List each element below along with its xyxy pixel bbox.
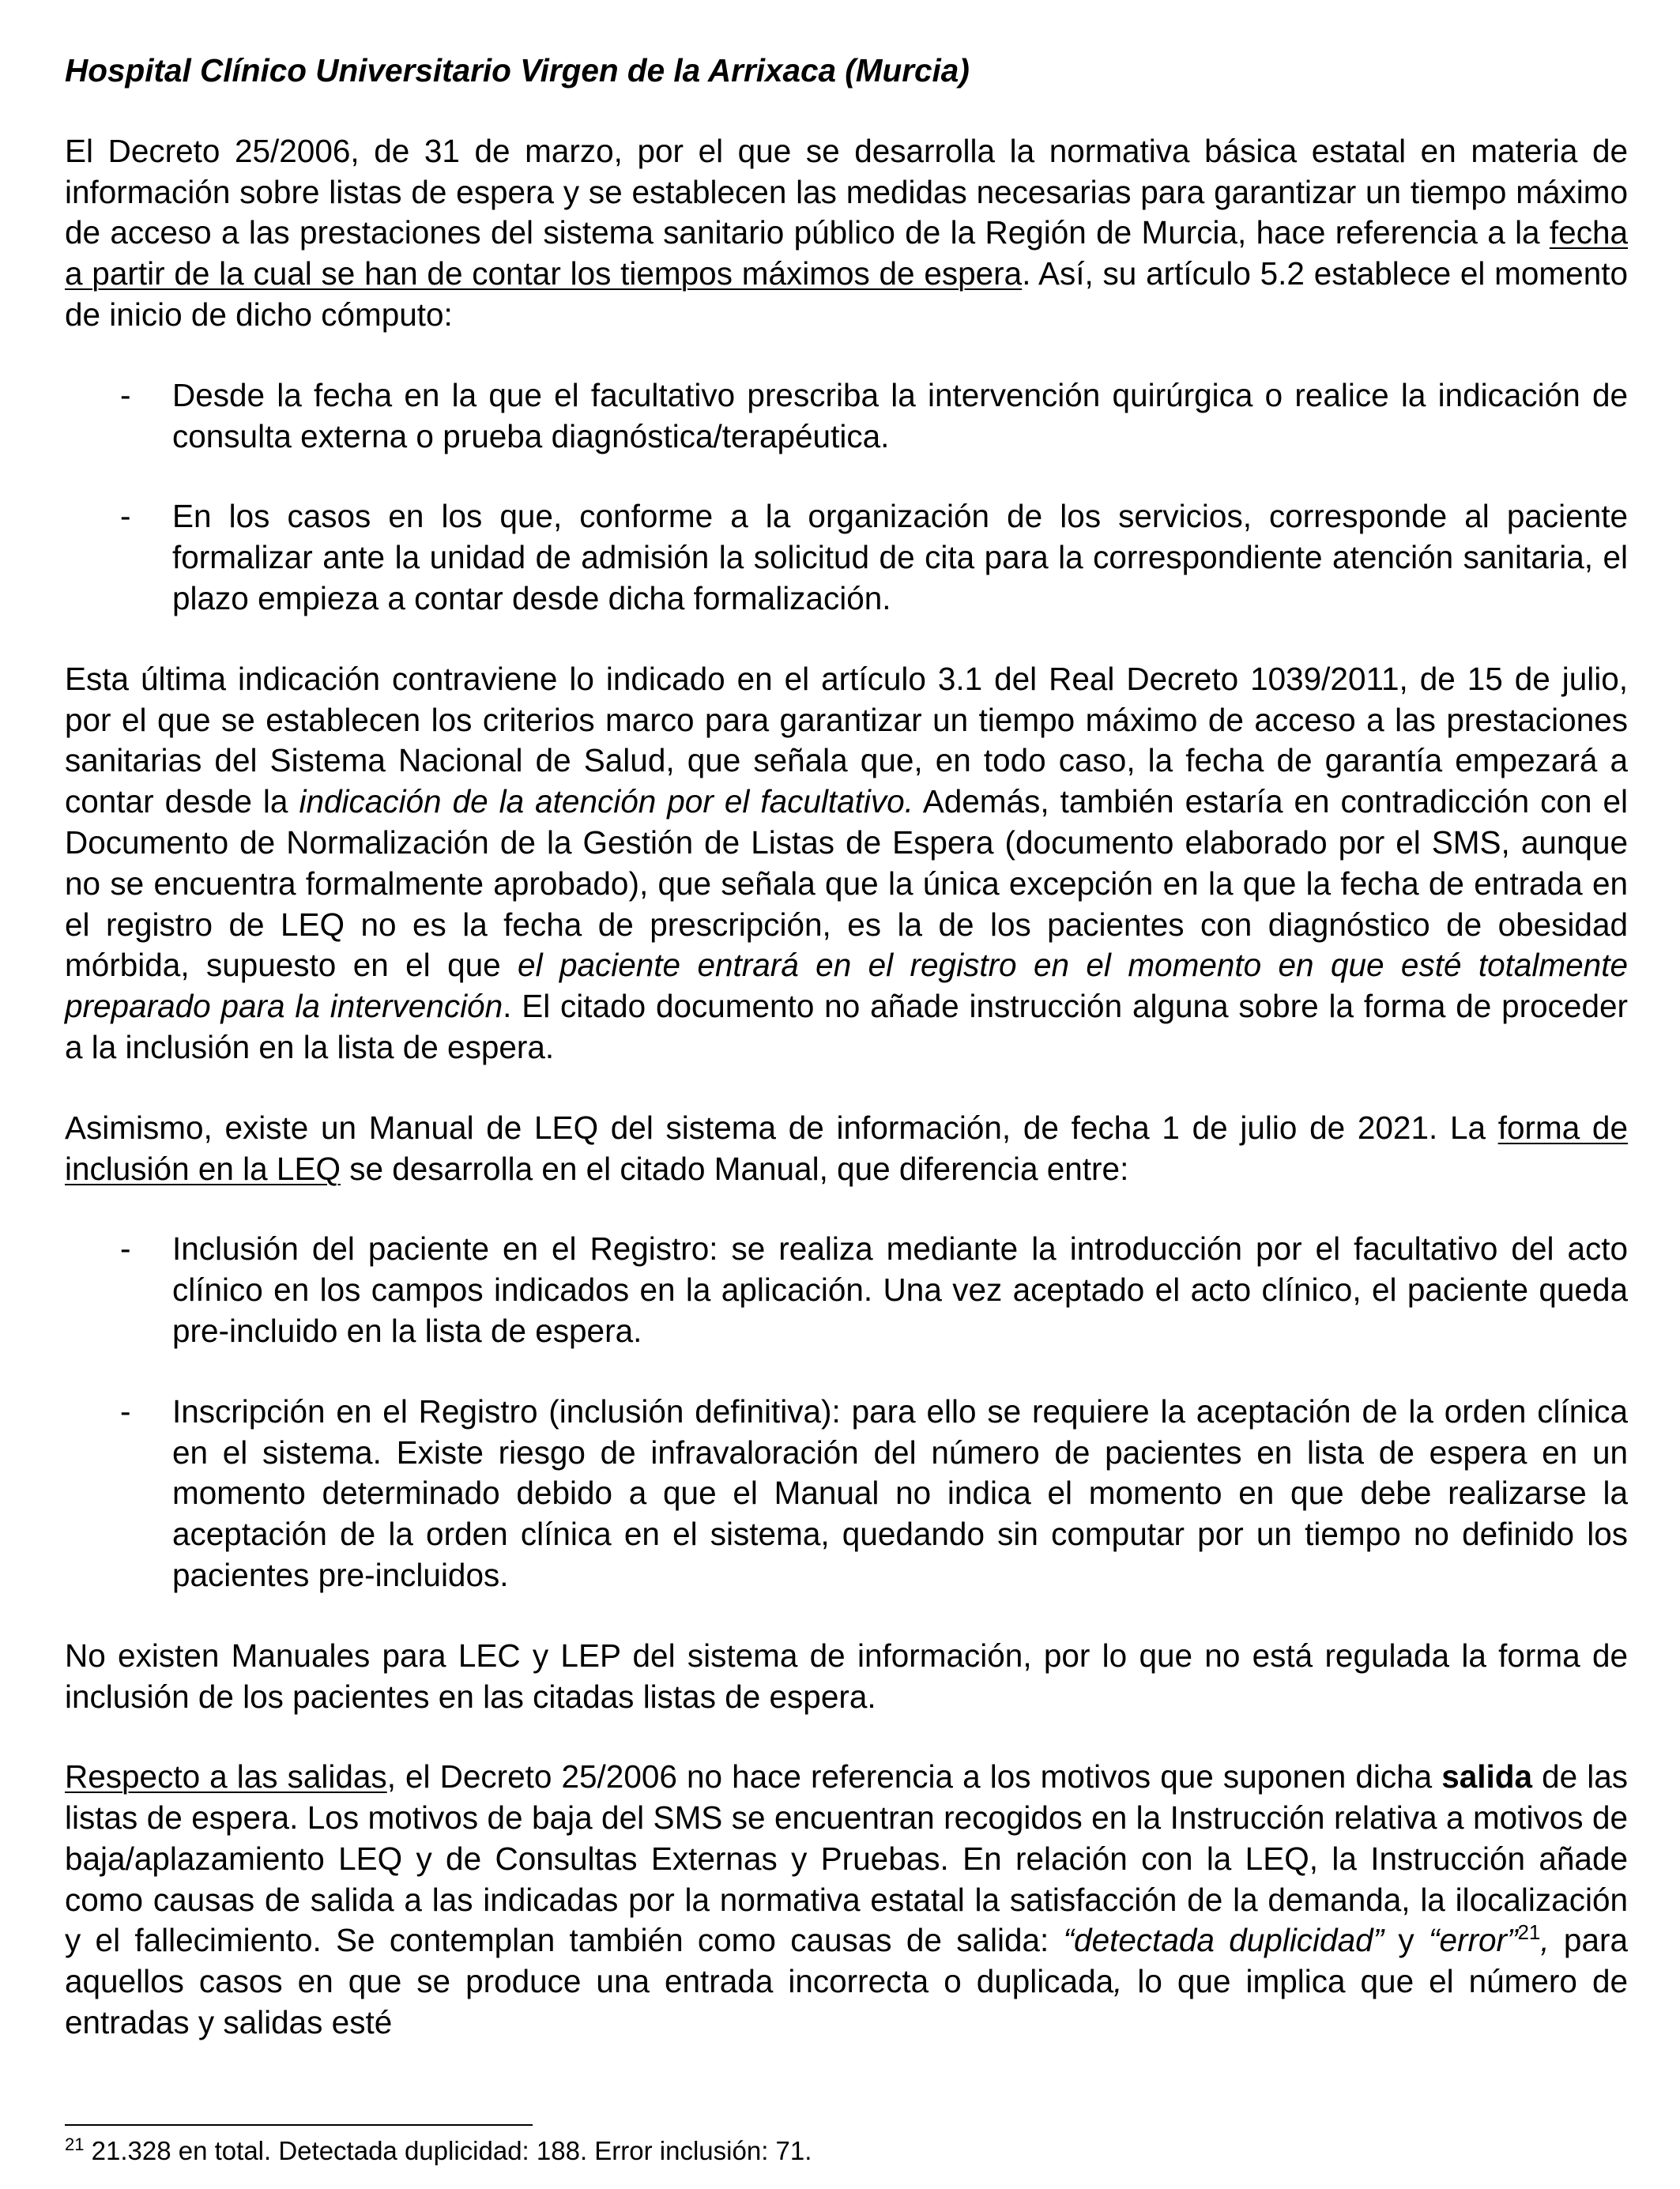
text-run: . El citado documento no añade instrucción alguna sobre la forma de proceder a la inclusión en la lista de espera. <box>65 988 1628 1065</box>
paragraph-lec-lep: No existen Manuales para LEC y LEP del sistema de información, por lo que no está regulada la forma de inclusión de los pacientes en las citadas listas de espera. <box>65 1637 1628 1715</box>
italic-phrase: indicación de la atención por el facultativo. <box>299 783 913 820</box>
paragraph-salidas <box>65 1757 1628 2044</box>
paragraph-real-decreto <box>65 659 1628 1068</box>
list-item <box>65 375 1628 458</box>
list-item-text: En los casos en los que, conforme a la organización de los servicios, corresponde al paciente formalizar ante la unidad de admisión la solicitud de cita para la correspondiente atención sanitaria, el plazo empieza a contar desde dicha formalización. <box>172 498 1628 616</box>
footnote-separator <box>65 2124 533 2126</box>
text-run: , el Decreto 25/2006 no hace referencia a los motivos que suponen dicha <box>386 1758 1442 1795</box>
footnote <box>65 2134 1628 2168</box>
italic-phrase: “detectada duplicidad” <box>1063 1922 1384 1959</box>
list-item-text: Inclusión del paciente en el Registro: se realiza mediante la introducción por el facultativo del acto clínico en los campos indicados en la aplicación. Una vez aceptado el acto clínico, el paciente queda pre-incluido en la lista de espera. <box>172 1230 1628 1349</box>
footnote-reference[interactable]: 21 <box>1517 1920 1541 1945</box>
text-run: lo que implica que el número de entradas y salidas esté <box>65 1963 1628 2041</box>
text-run: se desarrolla en el citado Manual, que diferencia entre: <box>340 1150 1129 1187</box>
dash-bullet: - <box>120 1230 131 1268</box>
document-heading: Hospital Clínico Universitario Virgen de la Arrixaca (Murcia) <box>65 52 970 89</box>
italic-comma: , <box>1540 1922 1550 1959</box>
text-run: para aquellos casos en que se produce una entrada incorrecta o duplicada <box>65 1922 1628 2000</box>
dash-bullet: - <box>120 498 131 535</box>
bold-word: salida <box>1441 1758 1533 1795</box>
text-run: y <box>1384 1922 1429 1959</box>
footnote-number: 21 <box>65 2134 85 2154</box>
text-run: Además, también estaría en contradicción con el Documento de Normalización de la Gestión de Listas de Espera (documento elaborado por el SMS, aunque no se encuentra formalmente aprobado), que señala que la única excepción en la que la fecha de entrada en el registro de LEQ no es la fecha de prescripción, es la de los pacientes con diagnóstico de obesidad mórbida, supuesto en el que <box>65 783 1628 984</box>
underlined-phrase: fecha a partir de la cual se han de contar los tiempos máximos de espera <box>65 214 1628 292</box>
list-item-text: Inscripción en el Registro (inclusión definitiva): para ello se requiere la aceptación de la orden clínica en el sistema. Existe riesgo de infravaloración del número de pacientes en lista de espera en un momento determinado debido a que el Manual no indica el momento en que debe realizarse la aceptación de la orden clínica en el sistema, quedando sin computar por un tiempo no definido los pacientes pre-incluidos. <box>172 1392 1628 1593</box>
text-run: El Decreto 25/2006, de 31 de marzo, por el que se desarrolla la normativa básica estatal en materia de información sobre listas de espera y se establecen las medidas necesarias para garantizar un tiempo máximo de acceso a las prestaciones del sistema sanitario público de la Región de Murcia, hace referencia a la <box>65 132 1628 251</box>
paragraph-decreto <box>65 131 1628 336</box>
list-item <box>65 1392 1628 1596</box>
list-item <box>65 1229 1628 1351</box>
paragraph-manual-leq <box>65 1108 1628 1190</box>
italic-phrase: “error” <box>1428 1922 1518 1959</box>
dash-bullet: - <box>120 376 131 413</box>
text-run: de las listas de espera. Los motivos de baja del SMS se encuentran recogidos en la Instrucción relativa a motivos de baja/aplazamiento LEQ y de Consultas Externas y Pruebas. En relación con la LEQ, la Instrucción añade como causas de salida a las indicadas por la normativa estatal la satisfacción de la demanda, la ilocalización y el fallecimiento. Se contemplan también como causas de salida: <box>65 1758 1629 1959</box>
document-body <box>65 51 1628 2083</box>
list-item-text: Desde la fecha en la que el facultativo prescriba la intervención quirúrgica o realice la indicación de consulta externa o prueba diagnóstica/terapéutica. <box>172 376 1628 454</box>
italic-comma: , <box>1113 1963 1123 2000</box>
underlined-phrase: forma de inclusión en la LEQ <box>65 1109 1628 1187</box>
dash-bullet: - <box>120 1392 131 1430</box>
text-run: Esta última indicación contraviene lo indicado en el artículo 3.1 del Real Decreto 1039/2011, de 15 de julio, por el que se establecen los criterios marco para garantizar un tiempo máximo de acceso a las prestaciones sanitarias del Sistema Nacional de Salud, que señala que, en todo caso, la fecha de garantía empezará a contar desde la <box>65 660 1628 820</box>
text-run: Asimismo, existe un Manual de LEQ del sistema de información, de fecha 1 de julio de 2021. La <box>65 1109 1498 1146</box>
underlined-phrase: Respecto a las salidas <box>65 1758 387 1795</box>
italic-phrase: el paciente entrará en el registro en el momento en que esté totalmente preparado para la intervención <box>65 947 1628 1025</box>
list-item <box>65 496 1628 619</box>
footnote-text: 21.328 en total. Detectada duplicidad: 188. Error inclusión: 71. <box>84 2136 812 2165</box>
text-run: . Así, su artículo 5.2 establece el momento de inicio de dicho cómputo: <box>65 255 1628 333</box>
